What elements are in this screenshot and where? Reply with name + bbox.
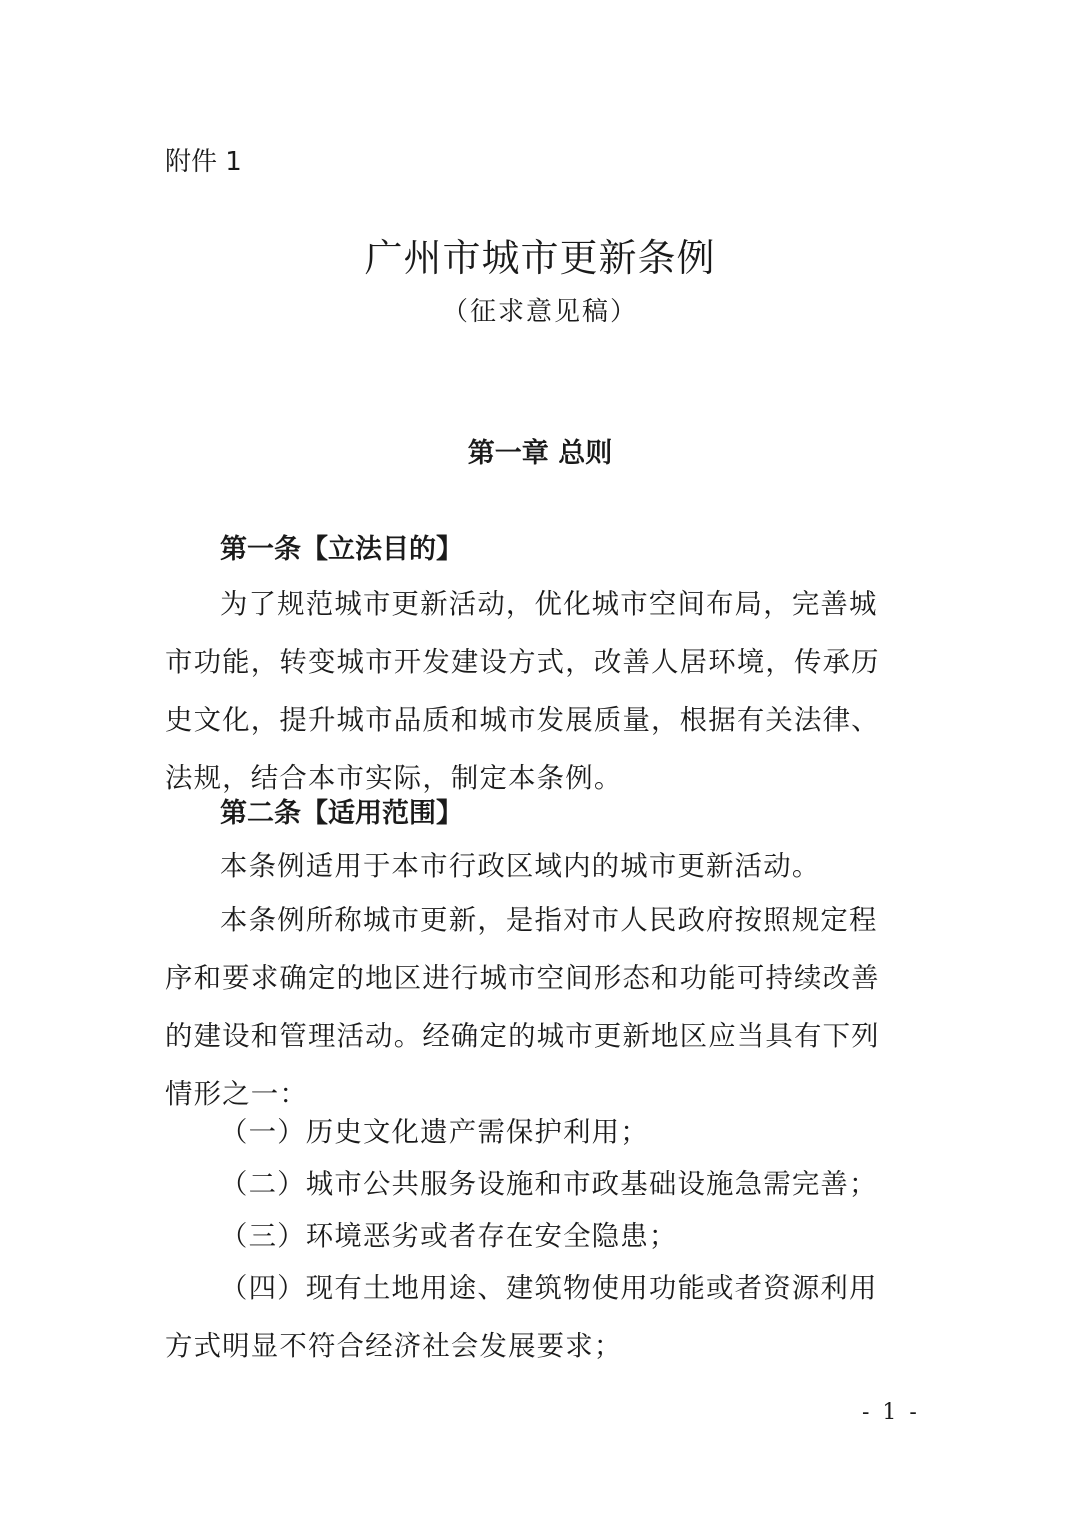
article-2-paragraph-2: 本条例所称城市更新，是指对市人民政府按照规定程序和要求确定的地区进行城市空间形态和功能可持续改善的建设和管理活动。经确定的城市更新地区应当具有下列情形之一： (165, 905, 880, 1110)
chapter-heading: 第一章 总则 (467, 438, 613, 469)
document-subtitle: （征求意见稿） (441, 297, 638, 327)
document-title: 广州市城市更新条例 (364, 236, 716, 280)
article-2-paragraph-1: 本条例适用于本市行政区域内的城市更新活动。 (220, 851, 821, 882)
list-item: （一）历史文化遗产需保护利用； (220, 1117, 649, 1148)
article-2-heading: 第二条【适用范围】 (220, 798, 463, 829)
list-item: （三）环境恶劣或者存在安全隐患； (220, 1221, 678, 1252)
list-item: （二）城市公共服务设施和市政基础设施急需完善； (220, 1169, 878, 1200)
page-number: - 1 - (862, 1400, 920, 1425)
article-1-paragraph: 为了规范城市更新活动，优化城市空间布局，完善城市功能，转变城市开发建设方式，改善人居环境，传承历史文化，提升城市品质和城市发展质量，根据有关法律、法规，结合本市实际，制定本条例。 (165, 589, 880, 794)
article-1-heading: 第一条【立法目的】 (220, 534, 463, 565)
attachment-label: 附件 1 (165, 147, 242, 177)
list-item: （四）现有土地用途、建筑物使用功能或者资源利用方式明显不符合经济社会发展要求； (165, 1273, 878, 1362)
